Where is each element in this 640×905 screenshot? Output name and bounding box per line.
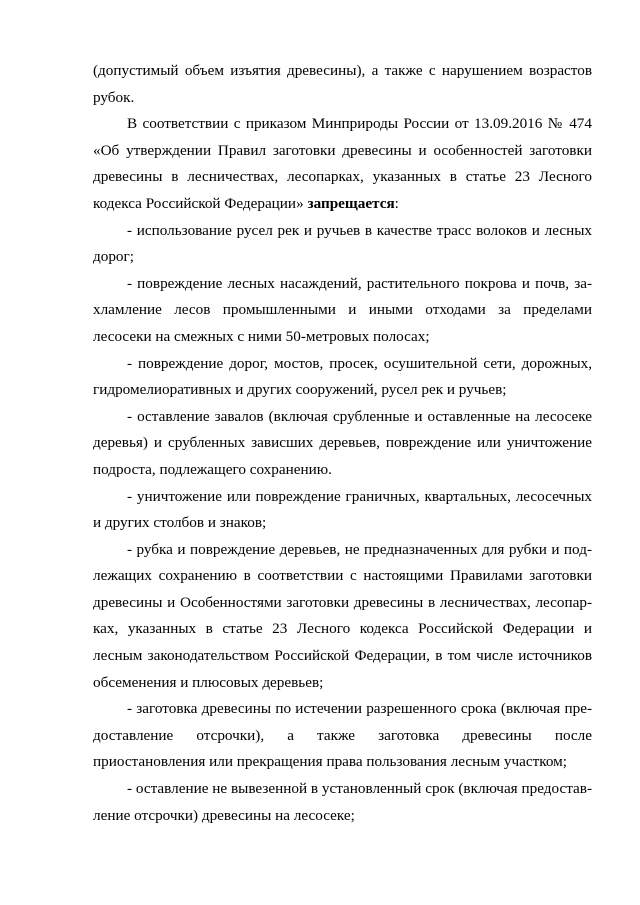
prohibited-emphasis: запрещается: [307, 194, 395, 212]
list-item: - повреждение дорог, мостов, просек, осушительной сети, дорожных, гидромелиоративных и других сооружений, русел рек и ручьев;: [93, 354, 592, 399]
paragraph-order-text: В соответствии с приказом Минприроды России от 13.09.2016 № 474 «Об утверждении Правил заготовки древесины и особенностей заготовки древесины в лесничествах, лесопарках, указанных в статье 23 Лесного кодекса Российской Федерации»: [93, 115, 592, 212]
list-item: - заготовка древесины по истечении разрешенного срока (включая предоставление отсрочки), а также заготовка древесины после приостановления или прекращения права пользования лесным участком;: [93, 700, 592, 771]
paragraph-order-tail: :: [394, 194, 399, 212]
paragraph-order-reference: [93, 111, 592, 217]
list-item: - использование русел рек и ручьев в качестве трасс волоков и лесных дорог;: [93, 221, 592, 266]
list-item: - повреждение лесных насаждений, растительного покрова и почв, захламление лесов промышленными и иными отходами за пределами лесосеки на смежных с ними 50-метровых полосах;: [93, 274, 592, 345]
list-item: - рубка и повреждение деревьев, не предназначенных для рубки и подлежащих сохранению в соответствии с настоящими Правилами заготовки древесины и Особенностями заготовки древесины в лесничествах, лесопарках, указанных в статье 23 Лесного кодекса Российской Федерации и лесным законодательством Российской Федерации, в том числе источников обсеменения и плюсовых деревьев;: [93, 540, 592, 691]
list-item: - уничтожение или повреждение граничных, квартальных, лесосечных и других столбов и знаков;: [93, 487, 592, 532]
list-item: - оставление не вывезенной в установленный срок (включая предоставление отсрочки) древесины на лесосеке;: [93, 780, 592, 824]
paragraph-continuation: (допустимый объем изъятия древесины), а также с нарушением возрастов рубок.: [93, 62, 592, 106]
list-item: - оставление завалов (включая срубленные и оставленные на лесосеке деревья) и срубленных зависших деревьев, повреждение или уничтожение подроста, подлежащего сохранению.: [93, 407, 592, 478]
document-page: [93, 58, 592, 829]
